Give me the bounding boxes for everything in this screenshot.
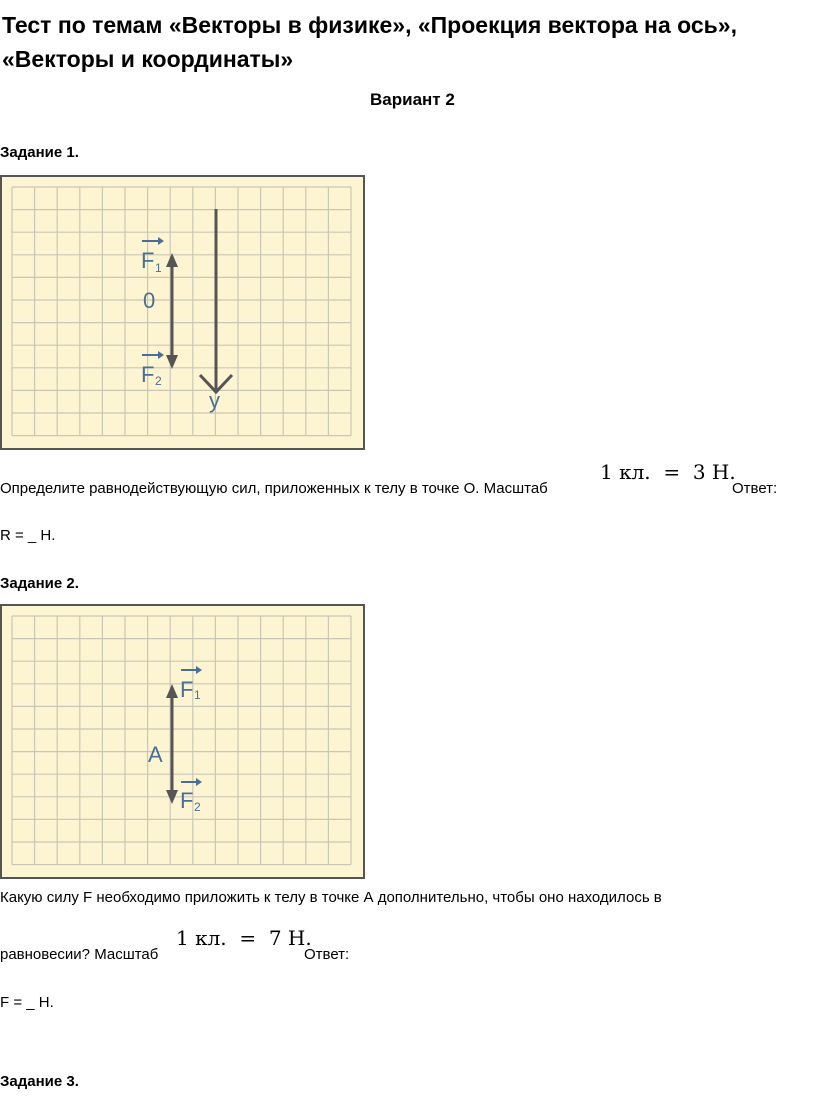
task2-f2-label: F	[180, 788, 194, 813]
task2-point-label: A	[148, 742, 163, 767]
task1-f2-sub: 2	[155, 374, 162, 388]
task1-scale: 1 кл. = 3 Н.	[600, 460, 736, 484]
task1-f1-label: F	[141, 248, 155, 273]
task1-answer-label: Ответ:	[732, 480, 778, 497]
task2-answer-label: Ответ:	[304, 946, 350, 963]
task1-point-label: 0	[143, 288, 156, 313]
task2-heading: Задание 2.	[0, 575, 79, 592]
task1-heading: Задание 1.	[0, 144, 79, 161]
task3-heading: Задание 3.	[0, 1073, 79, 1090]
task1-grid-frame	[1, 176, 364, 449]
task2-answer-line: F = _ Н.	[0, 994, 54, 1011]
task1-axis-label: y	[209, 388, 220, 413]
task1-figure	[0, 175, 366, 451]
page-title: Тест по темам «Векторы в физике», «Проекция вектора на ось», «Векторы и координаты»	[2, 12, 737, 72]
task2-scale: 1 кл. = 7 Н.	[176, 926, 312, 950]
task2-grid-frame	[1, 605, 364, 878]
task2-figure	[0, 604, 366, 880]
variant-label: Вариант 2	[370, 90, 455, 109]
task1-question: Определите равнодействующую сил, приложенных к телу в точке О. Масштаб	[0, 480, 548, 497]
task2-f2-sub: 2	[194, 800, 201, 814]
task2-f1-sub: 1	[194, 688, 201, 702]
task1-f1-sub: 1	[155, 261, 162, 275]
task1-answer-line: R = _ Н.	[0, 527, 56, 544]
task2-f1-label: F	[180, 677, 194, 702]
task2-question: Какую силу F необходимо приложить к телу в точке А дополнительно, чтобы оно находилось в	[0, 889, 662, 906]
task2-question-cont: равновесии? Масштаб	[0, 946, 159, 963]
task1-f2-label: F	[141, 362, 155, 387]
